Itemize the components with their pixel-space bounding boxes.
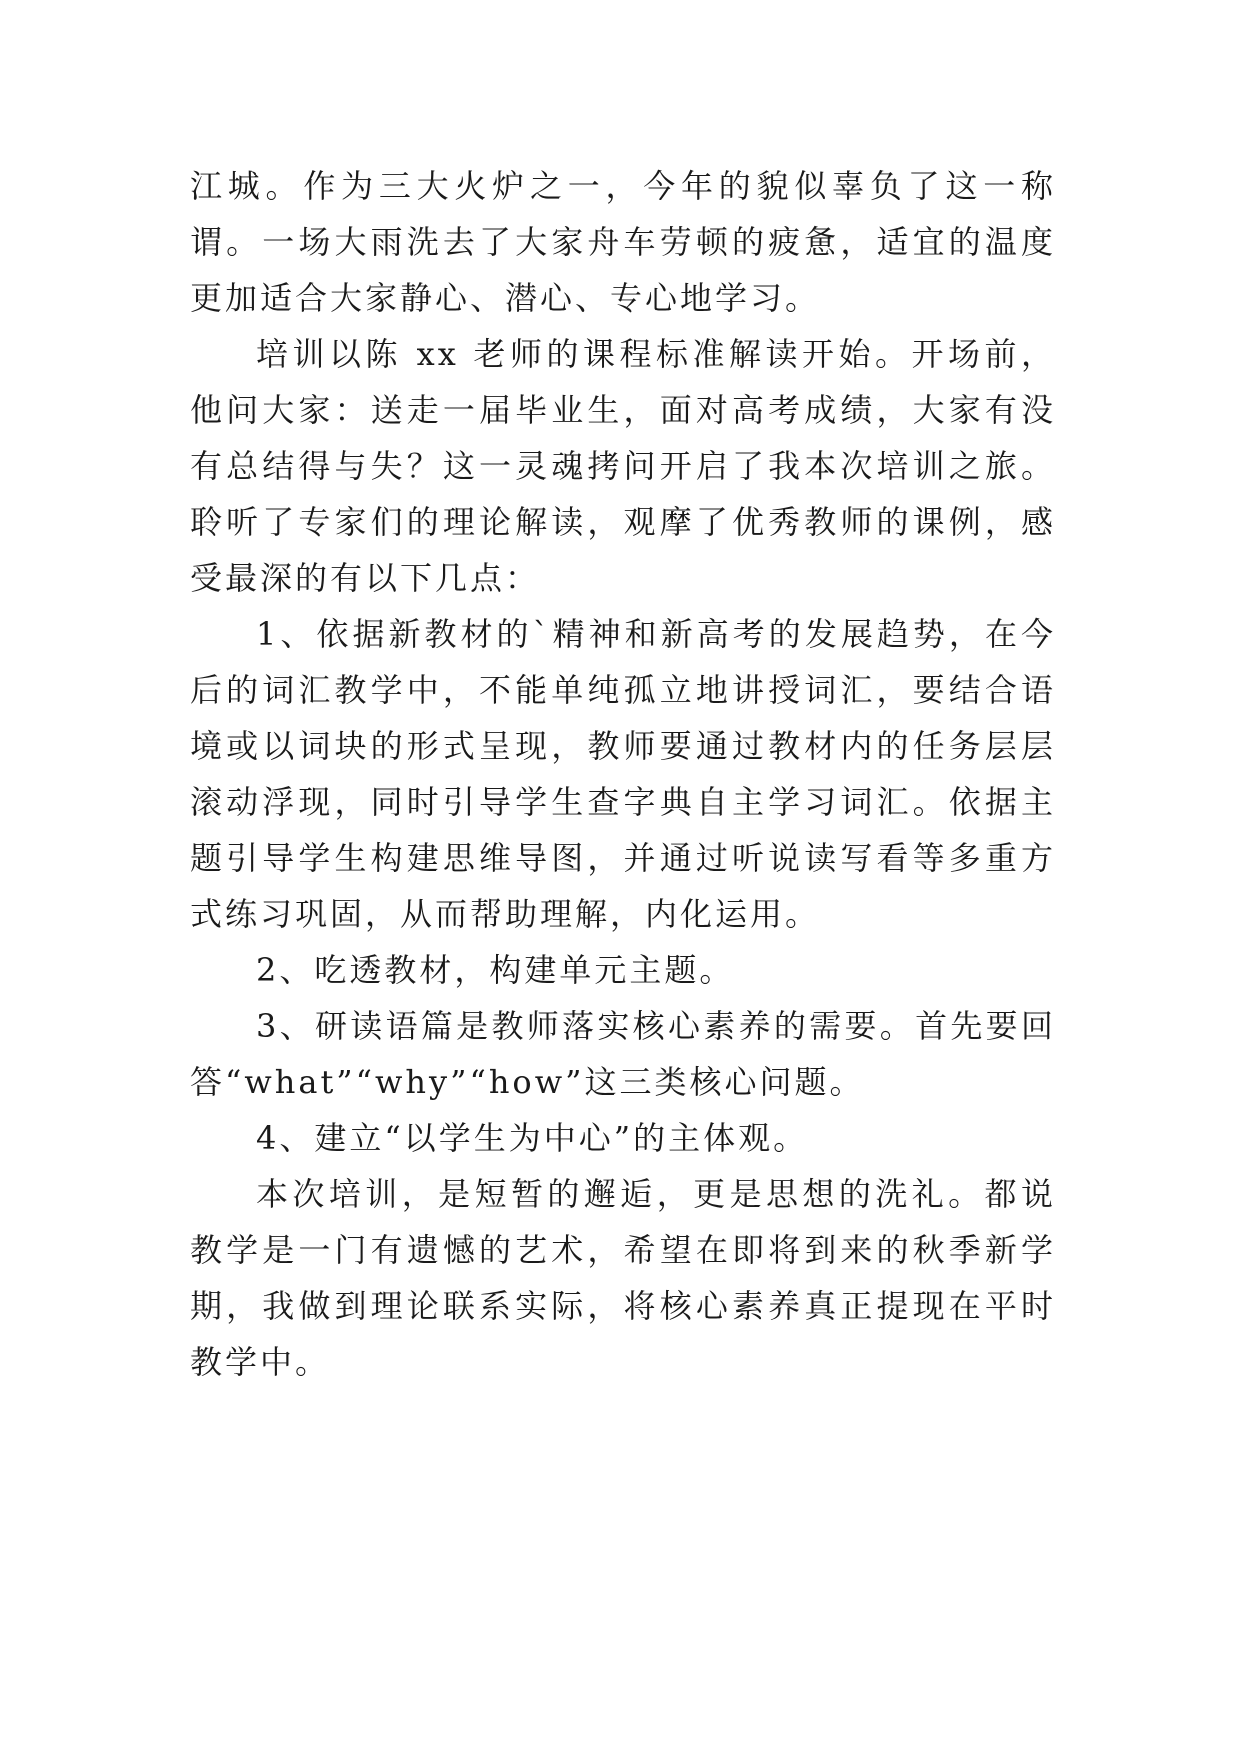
- paragraph-point-3: 3、研读语篇是教师落实核心素养的需要。首先要回答“what”“why”“how”这三类核心问题。: [190, 1007, 1056, 1101]
- paragraph-point-2: 2、吃透教材，构建单元主题。: [256, 951, 735, 989]
- paragraph-point-1: 1、依据新教材的`精神和新高考的发展趋势，在今后的词汇教学中，不能单纯孤立地讲授词汇，要结合语境或以词块的形式呈现，教师要通过教材内的任务层层滚动浮现，同时引导学生查字典自主学习词汇。依据主题引导学生构建思维导图，并通过听说读写看等多重方式练习巩固，从而帮助理解，内化运用。: [190, 615, 1056, 933]
- paragraph-conclusion: 本次培训，是短暂的邂逅，更是思想的洗礼。都说教学是一门有遗憾的艺术，希望在即将到来的秋季新学期，我做到理论联系实际，将核心素养真正提现在平时教学中。: [190, 1175, 1056, 1381]
- paragraph-training-start: 培训以陈 xx 老师的课程标准解读开始。开场前，他问大家：送走一届毕业生，面对高考成绩，大家有没有总结得与失？这一灵魂拷问开启了我本次培训之旅。聆听了专家们的理论解读，观摩了优秀教师的课例，感受最深的有以下几点：: [190, 335, 1056, 597]
- document-body: [190, 158, 1056, 1390]
- paragraph-point-4: 4、建立“以学生为中心”的主体观。: [256, 1119, 809, 1157]
- paragraph-intro: 江城。作为三大火炉之一，今年的貌似辜负了这一称谓。一场大雨洗去了大家舟车劳顿的疲惫，适宜的温度更加适合大家静心、潜心、专心地学习。: [190, 167, 1056, 317]
